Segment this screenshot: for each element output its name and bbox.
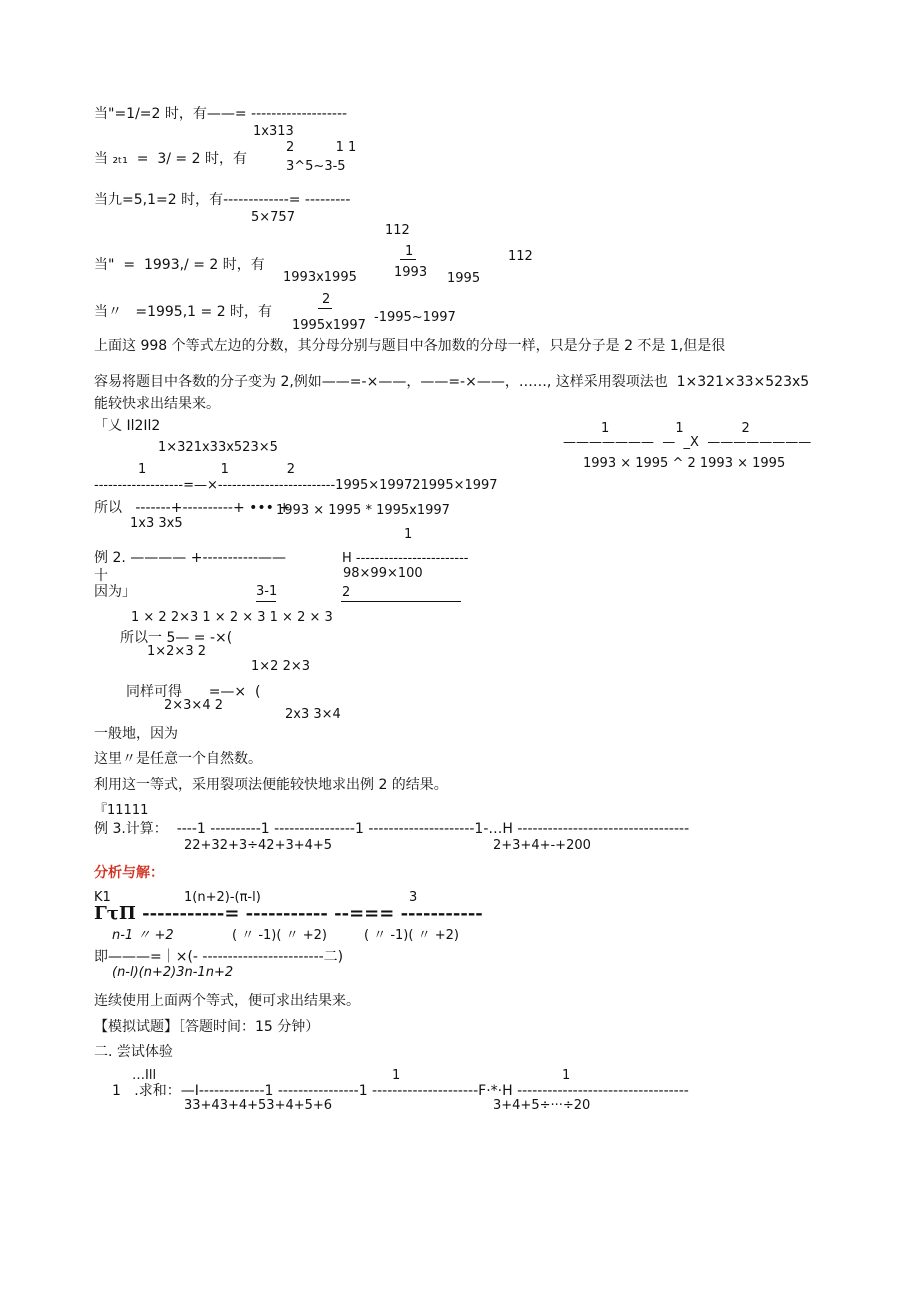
expression-1995-1997: -1995~1997 bbox=[374, 310, 456, 325]
line-case-1: 当"=1/=2 时，有——= ------------------- bbox=[94, 106, 348, 122]
exercise1-line: 1 .求和：—I-------------1 ----------------1 ---------------------F·*·H ---------------------------------- bbox=[112, 1083, 689, 1099]
fraction-bar bbox=[341, 601, 461, 602]
analysis-denom-3: ( 〃 -1)( 〃 +2) bbox=[364, 928, 459, 943]
solution-equation: -------------------=—×-------------------------1995×199721995×1997 bbox=[94, 478, 498, 493]
denominator-5x757: 5×757 bbox=[251, 210, 295, 225]
that-is-line: 即———=｜×(- ------------------------二) bbox=[94, 949, 344, 965]
paragraph-line-2: 容易将题目中各数的分子变为 2,例如——=-×——，——=-×——，……, 这样采用裂项法也 1×321×33×523x5 bbox=[94, 374, 810, 390]
use-equation-line: 利用这一等式，采用裂项法便能较快地求出例 2 的结果。 bbox=[94, 777, 448, 793]
right-numerators: 1 1 2 bbox=[601, 421, 750, 436]
so-line: 所以一 5— = -×( bbox=[120, 630, 233, 646]
right-fraction-bars: ——————— — _X ———————— bbox=[563, 435, 812, 450]
denominator-3-5: 3^5~3-5 bbox=[286, 159, 346, 174]
therefore-small-denoms: 1x3 3x5 bbox=[130, 516, 183, 531]
example2-tail: H ------------------------ bbox=[342, 551, 469, 566]
analysis-denom-1: n-1 〃 +2 bbox=[112, 928, 174, 943]
numerators-2-1-1: 2 1 1 bbox=[286, 140, 357, 155]
example3-numerators: 『11111 bbox=[94, 803, 149, 818]
numerators-112-b: 112 bbox=[508, 249, 533, 264]
because-numerator: 3-1 bbox=[256, 584, 278, 599]
denominator-1x313: 1x313 bbox=[253, 124, 294, 139]
line-case-3: 当 ₂ₜ₁ = 3/ = 2 时，有 bbox=[94, 151, 247, 167]
denominator-1993x1995: 1993x1995 bbox=[283, 270, 357, 285]
example2-denominator: 98×99×100 bbox=[343, 566, 423, 581]
fraction-bar bbox=[318, 308, 332, 309]
fraction-bar bbox=[256, 601, 276, 602]
exercise1-numerators: …Ill bbox=[132, 1068, 157, 1083]
natural-number-line: 这里〃是任意一个自然数。 bbox=[94, 751, 262, 767]
analysis-numerator: 1(n+2)-(π-l) bbox=[184, 890, 261, 905]
example2-line: 例 2. ———— +-----------—— bbox=[94, 550, 287, 566]
because-numerator-2: 2 bbox=[342, 585, 351, 600]
numerator-2: 2 bbox=[322, 292, 331, 307]
because-denominators: 1 × 2 2×3 1 × 2 × 3 1 × 2 × 3 bbox=[131, 610, 333, 625]
paragraph-line-1: 上面这 998 个等式左边的分数，其分母分别与题目中各加数的分母一样，只是分子是 2 不是 1,但是很 bbox=[94, 338, 726, 354]
line-case-1993: 当" = 1993,/ = 2 时，有 bbox=[94, 257, 265, 273]
line-case-1995: 当〃 =1995,1 = 2 时，有 bbox=[94, 304, 273, 320]
analysis-denom-2: ( 〃 -1)( 〃 +2) bbox=[232, 928, 327, 943]
denominator-1993: 1993 bbox=[394, 265, 428, 280]
exercise1-last-denominator: 3+4+5÷···÷20 bbox=[493, 1098, 591, 1113]
so-denominators: 1×2×3 2 bbox=[147, 644, 207, 659]
example3-line: 例 3.计算： ----1 ----------1 ----------------1 ---------------------1-…H ---------------------------------- bbox=[94, 821, 690, 837]
similarly-right-denominators: 2x3 3×4 bbox=[285, 707, 341, 722]
analysis-numerator-3: 3 bbox=[409, 890, 418, 905]
continue-line: 连续使用上面两个等式，便可求出结果来。 bbox=[94, 993, 360, 1009]
fraction-bar bbox=[400, 259, 416, 260]
analysis-formula: ΓτΠ -----------= ----------- --=== ----------- bbox=[94, 903, 483, 924]
similarly-denominators: 2×3×4 2 bbox=[164, 698, 224, 713]
solution-label: 「乂 Il2Il2 bbox=[94, 418, 161, 434]
example3-denominators: 22+32+3÷42+3+4+5 bbox=[184, 838, 333, 853]
paragraph-line-3: 能较快求出结果来。 bbox=[94, 396, 220, 412]
so-right-denominators: 1×2 2×3 bbox=[251, 659, 311, 674]
section-try: 二. 尝试体验 bbox=[94, 1044, 173, 1060]
analysis-heading: 分析与解： bbox=[94, 865, 164, 881]
therefore-line: 所以 -------+----------+ ••• + bbox=[94, 500, 291, 516]
because-label: 因为」 bbox=[94, 584, 136, 600]
general-line: 一般地，因为 bbox=[94, 726, 178, 742]
numerators-112-a: 112 bbox=[385, 223, 410, 238]
example2-numerator: 1 bbox=[404, 527, 413, 542]
denominator-1995: 1995 bbox=[447, 271, 481, 286]
exercise1-numerator-mid: 1 bbox=[392, 1068, 401, 1083]
similarly-line: 同样可得 =—× ( bbox=[126, 684, 261, 700]
exercise1-numerator-right: 1 bbox=[562, 1068, 571, 1083]
solution-series: 1×321x33x523×5 bbox=[158, 440, 278, 455]
solution-numerators: 1 1 2 bbox=[138, 462, 296, 477]
example2-plus: 十 bbox=[94, 568, 108, 584]
line-case-5: 当九=5,1=2 时，有-------------= --------- bbox=[94, 192, 351, 208]
therefore-denominators: 1993 × 1995 * 1995x1997 bbox=[276, 503, 450, 518]
analysis-k1: K1 bbox=[94, 890, 111, 905]
numerator-1-a: 1 bbox=[405, 244, 414, 259]
that-is-denominators: (n-l)(n+2)3n-1n+2 bbox=[112, 965, 234, 980]
exercise1-denominators: 33+43+4+53+4+5+6 bbox=[184, 1098, 333, 1113]
denominator-1995x1997: 1995x1997 bbox=[292, 318, 366, 333]
mock-test-heading: 【模拟试题】［答题时间：15 分钟） bbox=[94, 1019, 320, 1035]
example3-last-denominator: 2+3+4+-+200 bbox=[493, 838, 591, 853]
right-denominators: 1993 × 1995 ^ 2 1993 × 1995 bbox=[583, 456, 786, 471]
